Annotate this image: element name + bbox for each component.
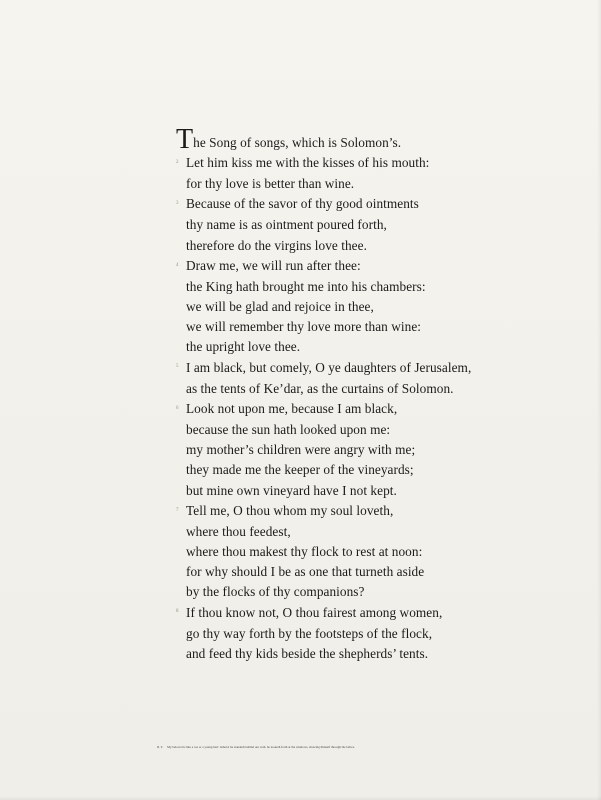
poem-line [176, 174, 506, 194]
poem-line [176, 644, 506, 664]
poem-line-text: therefore do the virgins love thee. [186, 237, 367, 253]
poem-line-text: we will remember thy love more than wine: [186, 319, 422, 335]
verse-number: 7 [176, 507, 179, 513]
poem-line [176, 624, 506, 644]
verse-number: 8 [176, 609, 179, 615]
poem-line-text: If thou know not, O thou fairest among women, [186, 604, 443, 620]
poem-line [176, 194, 506, 215]
footnote-text: My beloved is like a roe or a young hart: behold, he standeth behind our wall, he looketh forth at the windows, showing himself through the lattice. [167, 745, 355, 749]
paper-edge-bottom [0, 796, 601, 800]
poem-line-text: they made me the keeper of the vineyards; [186, 462, 414, 478]
poem-line [176, 603, 506, 624]
poem-line [176, 317, 506, 337]
poem-line-text: Look not upon me, because I am black, [186, 400, 398, 416]
poem-line-text: because the sun hath looked upon me: [186, 421, 391, 437]
poem-line [176, 460, 506, 480]
poem-line-text: I am black, but comely, O ye daughters of Jerusalem, [186, 359, 472, 375]
poem-lines [176, 153, 506, 664]
poem-line-text: my mother’s children were angry with me; [186, 442, 416, 458]
poem-line [176, 420, 506, 440]
poem-line-text: we will be glad and rejoice in thee, [186, 299, 374, 314]
poem-line-text: where thou feedest, [186, 523, 291, 539]
poem-line [176, 277, 506, 297]
poem-line [176, 256, 506, 277]
poem-line [176, 215, 506, 235]
poem-title-line [176, 124, 506, 155]
poem-text [176, 124, 506, 664]
poem-line [176, 358, 506, 379]
poem-line-text: for why should I be as one that turneth aside [186, 564, 425, 580]
verse-number: 4 [176, 262, 179, 268]
poem-line-text: for thy love is better than wine. [186, 176, 355, 192]
poem-line [176, 379, 506, 399]
poem-line [176, 522, 506, 542]
poem-line-text: and feed thy kids beside the shepherds’ tents. [186, 645, 429, 661]
poem-line [176, 399, 506, 420]
poem-line [176, 542, 506, 562]
poem-line-text: the upright love thee. [186, 339, 301, 355]
poem-line [176, 501, 506, 522]
poem-line [176, 297, 506, 317]
footnote-reference: II. 9 [157, 745, 163, 749]
paper-edge-right [597, 0, 601, 800]
verse-number: 5 [176, 364, 179, 370]
poem-line [176, 562, 506, 582]
poem-line-text: but mine own vineyard have I not kept. [186, 482, 397, 498]
verse-number: 2 [176, 159, 179, 165]
poem-line [176, 236, 506, 256]
poem-line-text: Draw me, we will run after thee: [186, 257, 361, 273]
poem-line-text: go thy way forth by the footsteps of the flock, [186, 625, 433, 641]
poem-line-text: Because of the savor of thy good ointments [186, 196, 419, 212]
poem-line-text: thy name is as ointment poured forth, [186, 217, 387, 233]
poem-line-text: as the tents of Ke’dar, as the curtains of Solomon. [186, 380, 454, 396]
poem-line-text: where thou makest thy flock to rest at noon: [186, 544, 423, 560]
poem-line-text: Tell me, O thou whom my soul loveth, [186, 502, 394, 518]
poem-line-text: by the flocks of thy companions? [186, 584, 365, 600]
poem-line [176, 440, 506, 460]
verse-number: 3 [176, 201, 179, 207]
poem-line [176, 481, 506, 501]
drop-cap: T [176, 124, 194, 155]
poem-title: he Song of songs, which is Solomon’s. [193, 135, 402, 150]
poem-line-text: Let him kiss me with the kisses of his mouth: [186, 155, 430, 170]
verse-number: 6 [176, 405, 179, 411]
footnote [157, 745, 457, 749]
poem-line-text: the King hath brought me into his chambers: [186, 278, 426, 294]
poem-line [176, 582, 506, 602]
poem-line [176, 337, 506, 357]
poem-line [176, 153, 506, 174]
